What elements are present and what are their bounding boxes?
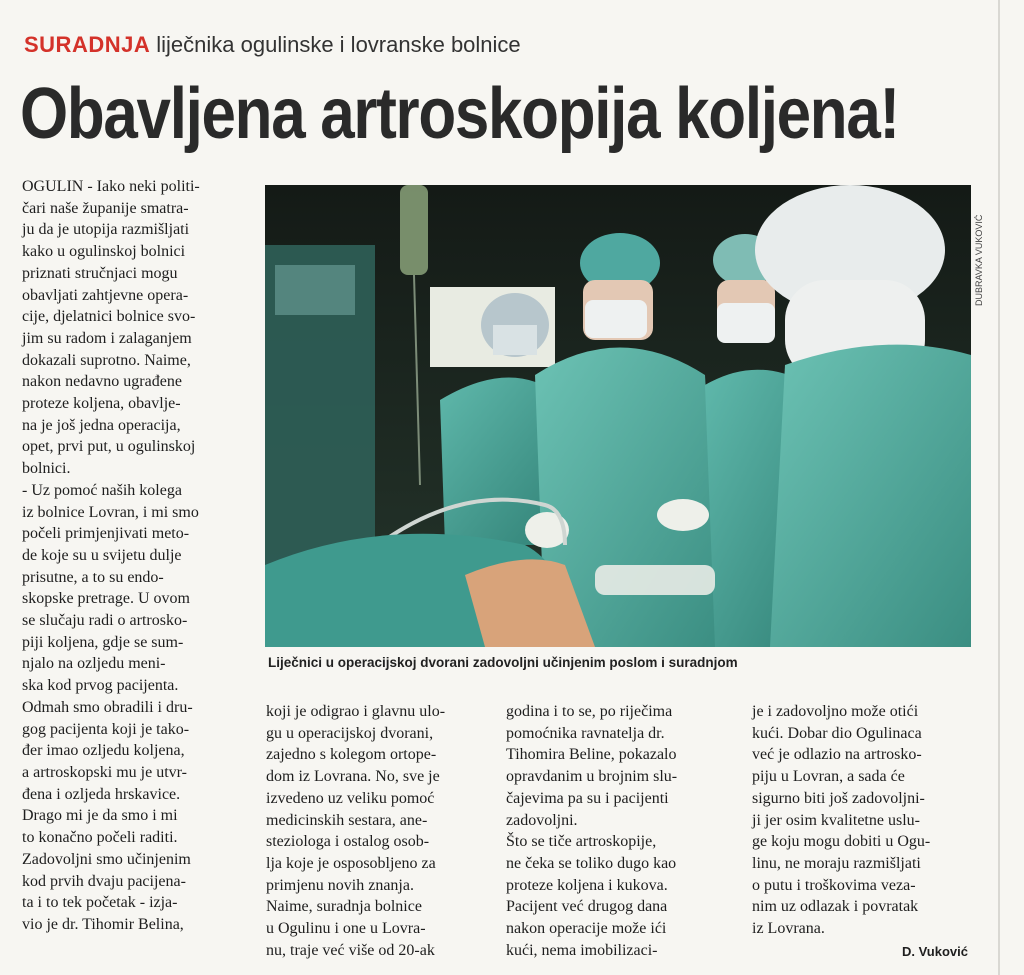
- text-line: o putu i troškovima veza-: [752, 876, 916, 894]
- headline: Obavljena artroskopija koljena!: [20, 74, 899, 154]
- text-line: ji jer osim kvalitetne uslu-: [752, 811, 920, 829]
- text-line: nakon operacije može ići: [506, 920, 667, 938]
- text-line: piju u Lovran, a sada će: [752, 768, 905, 786]
- text-line: OGULIN - Iako neki politi-: [22, 178, 200, 195]
- text-line: de koje su u svijetu dulje: [22, 546, 182, 564]
- text-line: je i zadovoljno može otići: [752, 703, 919, 720]
- operating-room-photo: [265, 185, 971, 647]
- photo-caption: Liječnici u operacijskoj dvorani zadovoljni učinjenim poslom i suradnjom: [268, 655, 738, 670]
- text-line: ta i to tek početak - izja-: [22, 894, 178, 912]
- text-line: zadovoljni.: [506, 811, 578, 829]
- text-line: proteze koljena i kukova.: [506, 876, 668, 894]
- text-line: kako u ogulinskoj bolnici: [22, 243, 186, 261]
- text-line: steziologa i ostalog osob-: [266, 833, 430, 851]
- text-line: jim su radom i zalaganjem: [22, 329, 192, 347]
- page-edge: [998, 0, 1000, 975]
- text-line: medicinskih sestara, ane-: [266, 811, 428, 829]
- text-line: bolnici.: [22, 460, 71, 478]
- text-line: Zadovoljni smo učinjenim: [22, 850, 191, 868]
- text-line: pomoćnika ravnatelja dr.: [506, 724, 665, 742]
- text-line: nakon nedavno ugrađene: [22, 373, 182, 391]
- text-line: skopske pretrage. U ovom: [22, 590, 190, 608]
- text-line: sigurno biti još zadovoljni-: [752, 789, 925, 807]
- text-line: Naime, suradnja bolnice: [266, 898, 422, 916]
- text-line: gog pacijenta koji je tako-: [22, 720, 190, 738]
- text-line: nu, traje već više od 20-ak: [266, 941, 435, 959]
- text-line: Odmah smo obradili i dru-: [22, 698, 193, 716]
- text-line: opravdanim u brojnim slu-: [506, 768, 678, 786]
- text-line: kući, nema imobilizaci-: [506, 941, 658, 959]
- text-line: gu u operacijskoj dvorani,: [266, 724, 434, 742]
- text-line: to konačno počeli raditi.: [22, 829, 178, 847]
- text-line: izvedeno uz veliku pomoć: [266, 789, 435, 807]
- text-line: na je još jedna operacija,: [22, 416, 181, 434]
- article-column-4: [752, 701, 978, 940]
- text-line: počeli primjenjivati meto-: [22, 525, 190, 543]
- text-line: godina i to se, po riječima: [506, 703, 673, 720]
- text-line: - Uz pomoć naših kolega: [22, 481, 182, 499]
- text-line: Drago mi je da smo i mi: [22, 807, 178, 825]
- text-line: prisutne, a to su endo-: [22, 568, 164, 586]
- text-line: iz Lovrana.: [752, 920, 825, 938]
- text-line: čari naše županije smatra-: [22, 199, 189, 217]
- text-line: čajevima pa su i pacijenti: [506, 789, 669, 807]
- text-line: koji je odigrao i glavnu ulo-: [266, 703, 446, 720]
- text-line: linu, ne moraju razmišljati: [752, 854, 921, 872]
- text-line: ge koju mogu dobiti u Ogu-: [752, 833, 931, 851]
- text-line: Pacijent već drugog dana: [506, 898, 668, 916]
- kicker-subtitle: liječnika ogulinske i lovranske bolnice: [156, 32, 521, 57]
- text-line: u Ogulinu i one u Lovra-: [266, 920, 426, 938]
- text-line: a artroskopski mu je utvr-: [22, 763, 187, 781]
- kicker-tag: SURADNJA: [24, 32, 151, 57]
- text-line: lja koje je osposobljeno za: [266, 854, 436, 872]
- text-line: cije, djelatnici bolnice svo-: [22, 308, 196, 326]
- text-line: kod prvih dvaju pacijena-: [22, 872, 186, 890]
- text-line: Što se tiče artroskopije,: [506, 833, 657, 851]
- text-line: đena i ozljeda hrskavice.: [22, 785, 181, 803]
- text-line: proteze koljena, obavlje-: [22, 395, 181, 413]
- article-photo: [265, 185, 971, 647]
- text-line: ju da je utopija razmišljati: [22, 221, 190, 239]
- text-line: vio je dr. Tihomir Belina,: [22, 915, 184, 933]
- photo-credit: DUBRAVKA VUKOVIĆ: [974, 214, 984, 306]
- text-line: iz bolnice Lovran, i mi smo: [22, 503, 199, 521]
- text-line: đer imao ozljedu koljena,: [22, 742, 185, 760]
- text-line: se slučaju radi o artrosko-: [22, 612, 188, 630]
- text-line: piji koljena, gdje se sum-: [22, 633, 184, 651]
- text-line: priznati stručnjaci mogu: [22, 264, 178, 282]
- text-line: obavljati zahtjevne opera-: [22, 286, 189, 304]
- text-line: ne čeka se toliko dugo kao: [506, 854, 677, 872]
- text-line: dom iz Lovrana. No, sve je: [266, 768, 440, 786]
- text-line: primjenu novih znanja.: [266, 876, 414, 894]
- text-line: opet, prvi put, u ogulinskoj: [22, 438, 196, 456]
- article-column-2: [266, 701, 492, 961]
- text-line: zajedno s kolegom ortope-: [266, 746, 437, 764]
- text-line: nim uz odlazak i povratak: [752, 898, 919, 916]
- kicker: [24, 32, 521, 58]
- text-line: kući. Dobar dio Ogulinaca: [752, 724, 922, 742]
- text-line: ska kod prvog pacijenta.: [22, 677, 179, 695]
- text-line: njalo na ozljedu meni-: [22, 655, 166, 673]
- text-line: dokazali suprotno. Naime,: [22, 351, 191, 369]
- author-byline: D. Vuković: [902, 944, 968, 959]
- text-line: već je odlazio na artrosko-: [752, 746, 922, 764]
- article-column-1: [22, 176, 248, 936]
- article-column-3: [506, 701, 732, 961]
- text-line: Tihomira Beline, pokazalo: [506, 746, 677, 764]
